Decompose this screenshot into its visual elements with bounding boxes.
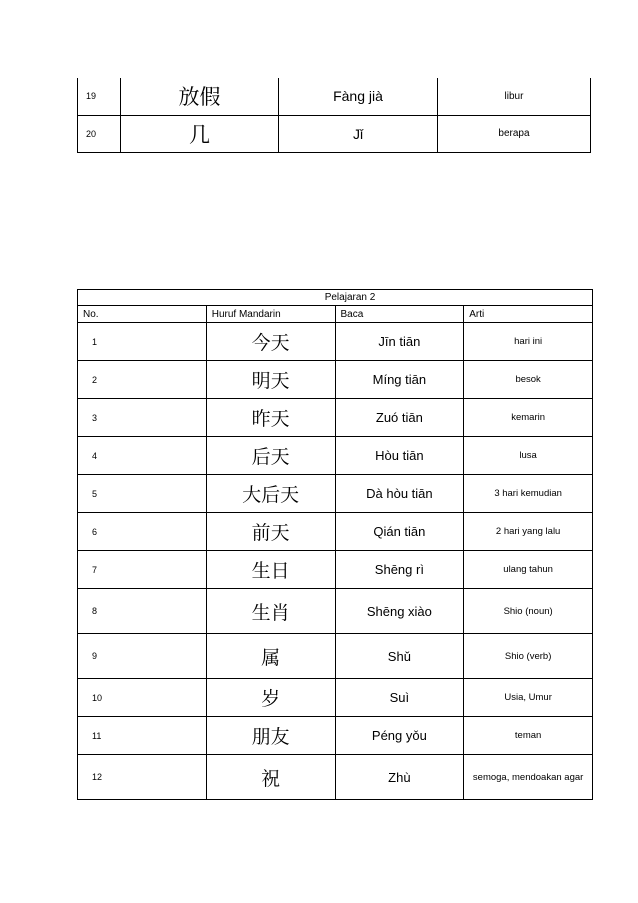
table-row	[78, 475, 593, 513]
pinyin-cell: Míng tiān	[335, 361, 464, 399]
table-title-row	[78, 290, 593, 306]
hanzi-cell: 明天	[206, 361, 335, 399]
table-row	[78, 717, 593, 755]
header-no: No.	[78, 306, 207, 323]
meaning-cell: 3 hari kemudian	[464, 475, 593, 513]
hanzi-cell: 朋友	[206, 717, 335, 755]
header-hanzi: Huruf Mandarin	[206, 306, 335, 323]
meaning-cell: berapa	[438, 115, 591, 152]
pinyin-cell: Dà hòu tiān	[335, 475, 464, 513]
hanzi-cell: 今天	[206, 323, 335, 361]
hanzi-cell: 前天	[206, 513, 335, 551]
hanzi-cell: 几	[121, 115, 279, 152]
meaning-cell: teman	[464, 717, 593, 755]
meaning-cell: hari ini	[464, 323, 593, 361]
table-row	[78, 513, 593, 551]
row-number: 4	[78, 437, 207, 475]
pinyin-cell: Zuó tiān	[335, 399, 464, 437]
pinyin-cell: Shǔ	[335, 634, 464, 679]
hanzi-cell: 生日	[206, 551, 335, 589]
meaning-cell: ulang tahun	[464, 551, 593, 589]
meaning-cell: Shio (verb)	[464, 634, 593, 679]
hanzi-cell: 放假	[121, 78, 279, 115]
row-number: 7	[78, 551, 207, 589]
row-number: 8	[78, 589, 207, 634]
hanzi-cell: 昨天	[206, 399, 335, 437]
hanzi-cell: 岁	[206, 679, 335, 717]
table-row	[78, 78, 591, 115]
table-row	[78, 679, 593, 717]
vocab-table-continued	[77, 78, 591, 153]
hanzi-cell: 祝	[206, 755, 335, 800]
table-row	[78, 399, 593, 437]
pinyin-cell: Jīn tiān	[335, 323, 464, 361]
table-row	[78, 551, 593, 589]
pinyin-cell: Qián tiān	[335, 513, 464, 551]
row-number: 12	[78, 755, 207, 800]
meaning-cell: 2 hari yang lalu	[464, 513, 593, 551]
pinyin-cell: Hòu tiān	[335, 437, 464, 475]
hanzi-cell: 大后天	[206, 475, 335, 513]
table-row	[78, 634, 593, 679]
lesson-vocab-table	[77, 289, 593, 800]
pinyin-cell: Shēng xiào	[335, 589, 464, 634]
table-row	[78, 437, 593, 475]
row-number: 5	[78, 475, 207, 513]
row-number: 9	[78, 634, 207, 679]
hanzi-cell: 后天	[206, 437, 335, 475]
row-number: 2	[78, 361, 207, 399]
hanzi-cell: 属	[206, 634, 335, 679]
row-number: 20	[78, 115, 121, 152]
table-row	[78, 361, 593, 399]
row-number: 10	[78, 679, 207, 717]
row-number: 11	[78, 717, 207, 755]
table-row	[78, 115, 591, 152]
table-header-row	[78, 306, 593, 323]
meaning-cell: semoga, mendoakan agar	[464, 755, 593, 800]
pinyin-cell: Péng yǒu	[335, 717, 464, 755]
lesson-title: Pelajaran 2	[78, 290, 593, 306]
table-row	[78, 323, 593, 361]
pinyin-cell: Suì	[335, 679, 464, 717]
header-pinyin: Baca	[335, 306, 464, 323]
pinyin-cell: Zhù	[335, 755, 464, 800]
meaning-cell: Usia, Umur	[464, 679, 593, 717]
meaning-cell: kemarin	[464, 399, 593, 437]
row-number: 1	[78, 323, 207, 361]
header-meaning: Arti	[464, 306, 593, 323]
hanzi-cell: 生肖	[206, 589, 335, 634]
row-number: 19	[78, 78, 121, 115]
meaning-cell: besok	[464, 361, 593, 399]
table-row	[78, 755, 593, 800]
table-row	[78, 589, 593, 634]
pinyin-cell: Jǐ	[279, 115, 438, 152]
pinyin-cell: Fàng jià	[279, 78, 438, 115]
row-number: 6	[78, 513, 207, 551]
row-number: 3	[78, 399, 207, 437]
meaning-cell: libur	[438, 78, 591, 115]
pinyin-cell: Shēng rì	[335, 551, 464, 589]
meaning-cell: Shio (noun)	[464, 589, 593, 634]
meaning-cell: lusa	[464, 437, 593, 475]
